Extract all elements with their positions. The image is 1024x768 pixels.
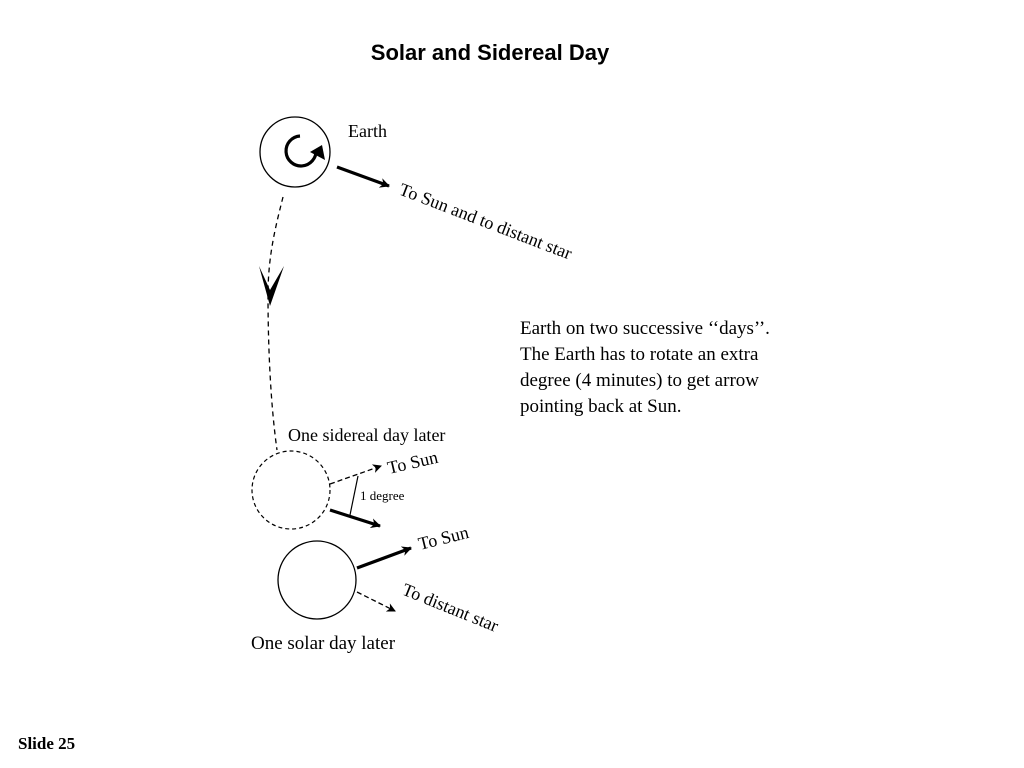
explanation-line-4: pointing back at Sun.: [520, 396, 682, 417]
earth-circle-sidereal: [252, 451, 330, 529]
explanation-line-2: The Earth has to rotate an extra: [520, 344, 759, 365]
arrow-to-sun-and-star: [337, 167, 389, 186]
sidereal-arrow-to-sun: [330, 466, 381, 484]
explanation-line-3: degree (4 minutes) to get arrow: [520, 370, 759, 391]
rotation-arrowhead-icon: [310, 145, 325, 160]
solar-to-star-label: To distant star: [399, 579, 502, 636]
explanation-line-1: Earth on two successive ‘‘days’’.: [520, 318, 770, 339]
orbit-arrowhead-icon: [259, 266, 284, 306]
solar-arrow-to-star: [357, 592, 395, 611]
to-sun-and-star-label: To Sun and to distant star: [396, 179, 575, 264]
one-degree-label: 1 degree: [360, 488, 405, 503]
rotation-arrow-icon: [286, 136, 316, 166]
earth-label: Earth: [348, 121, 387, 141]
sidereal-arrow-bold: [330, 510, 380, 526]
solar-to-sun-label: To Sun: [416, 522, 471, 554]
slide-number: Slide 25: [18, 734, 76, 753]
slide-title: Solar and Sidereal Day: [370, 40, 610, 65]
sidereal-day-label: One sidereal day later: [288, 425, 446, 445]
orbit-path: [268, 197, 283, 450]
earth-circle-solar: [278, 541, 356, 619]
solar-arrow-to-sun: [357, 548, 411, 568]
sidereal-to-sun-label: To Sun: [385, 446, 440, 478]
one-degree-bracket: [350, 476, 358, 515]
solar-day-label: One solar day later: [251, 633, 396, 654]
